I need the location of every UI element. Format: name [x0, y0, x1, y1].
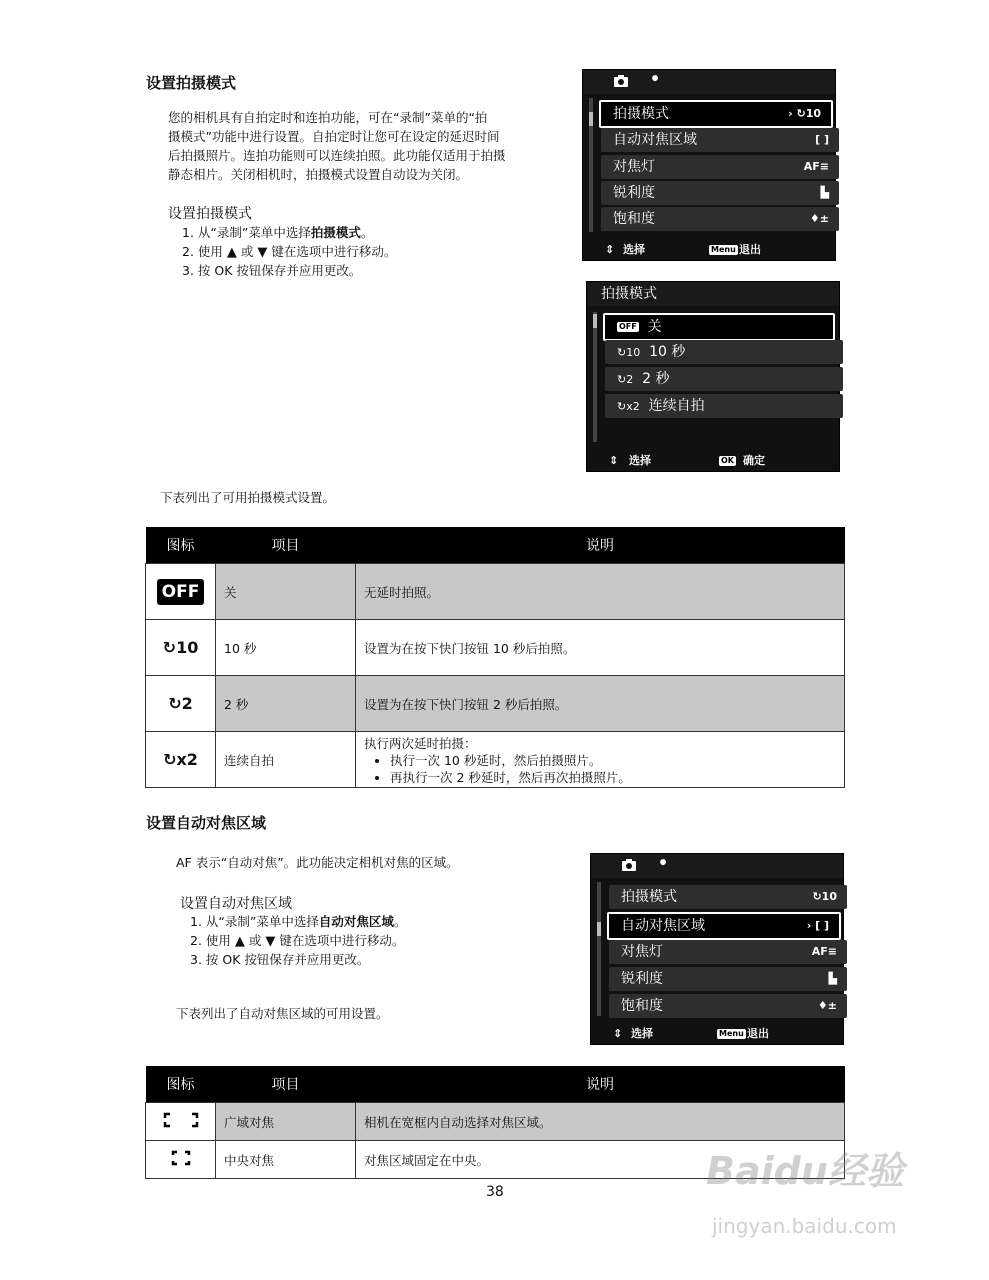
wide-af-icon: [163, 1112, 199, 1128]
scrollbar[interactable]: [589, 98, 593, 232]
menu-top-bar: [583, 70, 835, 94]
step-3: 3. 按 OK 按钮保存并应用更改。: [182, 263, 362, 278]
step-2: [182, 242, 396, 262]
menu-item-af-area[interactable]: [601, 128, 839, 152]
camera-menu-screen-af: [590, 853, 844, 1045]
section-title-shooting-mode: 设置拍摄模式: [146, 74, 237, 92]
step-text: 或: [240, 244, 254, 259]
menu-item-af-lamp[interactable]: [601, 155, 839, 179]
off-icon: OFF: [619, 322, 637, 331]
updown-icon: ⇕: [613, 1027, 623, 1040]
af-area-icon: › [ ]: [806, 919, 829, 932]
camera-icon: [621, 858, 637, 872]
table-row: [146, 1103, 845, 1141]
step-text: 。: [360, 225, 374, 240]
af-area-icon: [ ]: [815, 133, 829, 146]
submenu-title: 拍摄模式: [587, 282, 839, 306]
menu-button-icon: Menu: [719, 1029, 744, 1038]
icon-cell: [146, 1141, 216, 1179]
intro-line: 您的相机具有自拍定时和连拍功能，可在“录制”菜单的“拍: [168, 110, 488, 125]
step-text: 或: [248, 933, 262, 948]
menu-label: 拍摄模式: [613, 106, 669, 122]
updown-icon: ⇕: [605, 243, 615, 256]
table-row: [146, 732, 845, 788]
col-header-desc: 说明: [356, 527, 845, 564]
scrollbar[interactable]: [597, 882, 601, 1016]
icon-digits: x2: [176, 750, 198, 769]
menu-footer: [591, 1024, 843, 1044]
step-text: 1. 从“录制”菜单中选择: [182, 225, 311, 240]
table-row: [146, 676, 845, 732]
item-cell: 关: [216, 564, 356, 620]
step-bold: 拍摄模式: [310, 225, 361, 240]
menu-label: 锐利度: [613, 185, 655, 201]
item-cell: 广域对焦: [216, 1103, 356, 1141]
table1-intro: 下表列出了可用拍摄模式设置。: [160, 490, 336, 505]
desc-cell: 设置为在按下快门按钮 10 秒后拍照。: [356, 620, 845, 676]
menu-label: 饱和度: [613, 211, 655, 227]
footer-select: 选择: [623, 243, 645, 256]
icon-cell: [146, 620, 216, 676]
shooting-mode-submenu-screen: [586, 281, 840, 472]
self-timer-10-icon: ↻10: [162, 638, 199, 657]
icon-cell: [146, 732, 216, 788]
option-label: 连续自拍: [648, 398, 705, 414]
menu-item-saturation[interactable]: [609, 994, 847, 1018]
icon-digits: 2: [181, 694, 193, 713]
menu-top-bar: [591, 854, 843, 878]
af-lamp-icon: AF≡: [803, 160, 829, 173]
shooting-mode-table: [145, 527, 845, 788]
submenu-footer: [587, 451, 839, 471]
af-lamp-icon: AF≡: [811, 945, 837, 958]
option-label: 关: [647, 319, 662, 335]
desc-cell: [356, 732, 845, 788]
item-cell: 连续自拍: [216, 732, 356, 788]
steps-title: 设置自动对焦区域: [180, 896, 292, 912]
ok-button-icon: OK: [721, 456, 734, 465]
table2-intro: 下表列出了自动对焦区域的可用设置。: [176, 1006, 389, 1021]
menu-footer: [583, 240, 835, 260]
menu-item-sharpness[interactable]: [601, 181, 839, 205]
menu-item-af-lamp[interactable]: [609, 940, 847, 964]
footer-select: 选择: [629, 454, 651, 467]
camera-menu-screen: [582, 69, 836, 261]
baidu-watermark-logo: Baidu经验: [706, 1149, 904, 1193]
item-cell: 中央对焦: [216, 1141, 356, 1179]
col-header-item: 项目: [216, 1066, 356, 1103]
option-label: 2 秒: [642, 371, 670, 387]
scrollbar[interactable]: [593, 312, 597, 442]
intro-line: 后拍摄照片。连拍功能则可以连续拍照。此功能仅适用于拍摄: [168, 148, 506, 163]
col-header-item: 项目: [216, 527, 356, 564]
desc-cell: 相机在宽框内自动选择对焦区域。: [356, 1103, 845, 1141]
table-row: [146, 564, 845, 620]
step-text: 2. 使用: [190, 933, 231, 948]
menu-label: 拍摄模式: [621, 889, 677, 905]
list-item: • 再执行一次 2 秒延时，然后再次拍摄照片。: [390, 769, 836, 786]
self-timer-2-icon: ↻2: [617, 373, 634, 386]
menu-item-saturation[interactable]: [601, 207, 839, 231]
camera-icon: [613, 74, 629, 88]
col-header-desc: 说明: [356, 1066, 845, 1103]
step-bold: 自动对焦区域: [318, 914, 394, 929]
desc-text: 执行两次延时拍摄：: [364, 735, 477, 751]
list-item: • 执行一次 10 秒延时，然后拍摄照片。: [390, 752, 836, 769]
col-header-icon: 图标: [146, 527, 216, 564]
self-timer-2-icon: ↻2: [168, 694, 193, 713]
step-text: 2. 使用: [182, 244, 223, 259]
steps-title: 设置拍摄模式: [168, 206, 252, 222]
menu-label: 饱和度: [621, 998, 663, 1014]
intro-line: 摄模式”功能中进行设置。自拍定时让您可在设定的延迟时间: [168, 129, 500, 144]
step-text: 键在选项中进行移动。: [279, 933, 405, 948]
menu-label: 对焦灯: [613, 159, 655, 175]
wrench-icon: [647, 74, 663, 88]
footer-select: 选择: [631, 1027, 653, 1040]
option-label: 10 秒: [649, 344, 686, 360]
up-arrow-icon: ▲: [226, 245, 237, 260]
option-continuous[interactable]: [605, 394, 843, 418]
down-arrow-icon: ▼: [257, 245, 268, 260]
self-timer-icon: › ↻10: [788, 107, 821, 120]
icon-cell: [146, 676, 216, 732]
bullet-list: [364, 752, 836, 786]
step-1: [182, 223, 373, 242]
step-text: 。: [393, 914, 407, 929]
option-off[interactable]: [603, 313, 835, 341]
item-cell: 2 秒: [216, 676, 356, 732]
menu-item-sharpness[interactable]: [609, 967, 847, 991]
footer-exit: 退出: [747, 1027, 769, 1040]
af-intro: AF 表示“自动对焦”。此功能决定相机对焦的区域。: [176, 855, 459, 870]
menu-item-af-area[interactable]: [607, 912, 841, 940]
off-icon: OFF: [157, 579, 205, 605]
section-title-af-area: 设置自动对焦区域: [146, 814, 267, 832]
footer-exit: 退出: [739, 243, 761, 256]
desc-cell: 对焦区域固定在中央。: [356, 1141, 845, 1179]
icon-cell: [146, 1103, 216, 1141]
menu-label: 锐利度: [621, 971, 663, 987]
self-timer-x2-icon: ↻x2: [163, 750, 198, 769]
menu-label: 自动对焦区域: [621, 918, 705, 934]
sharpness-icon: ▙: [820, 186, 829, 199]
wrench-icon: [655, 858, 671, 872]
step-text: 1. 从“录制”菜单中选择: [190, 914, 319, 929]
desc-cell: 无延时拍照。: [356, 564, 845, 620]
page-number: 38: [486, 1184, 504, 1200]
option-10s[interactable]: [605, 340, 843, 364]
saturation-icon: ♦±: [809, 212, 829, 225]
step-text: 键在选项中进行移动。: [271, 244, 397, 259]
self-timer-icon: ↻10: [812, 890, 837, 903]
menu-label: 自动对焦区域: [613, 132, 697, 148]
baidu-watermark-url: jingyan.baidu.com: [712, 1214, 897, 1238]
center-af-icon: [171, 1150, 191, 1166]
self-timer-x2-icon: ↻x2: [617, 400, 640, 413]
menu-item-shooting-mode[interactable]: [599, 100, 833, 128]
menu-button-icon: Menu: [711, 245, 736, 254]
icon-digits: 10: [176, 638, 199, 657]
footer-confirm: 确定: [743, 454, 765, 467]
table-row: [146, 620, 845, 676]
self-timer-10-icon: ↻10: [617, 346, 641, 359]
sharpness-icon: ▙: [828, 972, 837, 985]
step-3: 3. 按 OK 按钮保存并应用更改。: [190, 952, 370, 967]
shooting-mode-intro: [168, 108, 568, 184]
col-header-icon: 图标: [146, 1066, 216, 1103]
step-2: [190, 931, 404, 951]
saturation-icon: ♦±: [817, 999, 837, 1012]
updown-icon: ⇕: [609, 454, 619, 467]
option-2s[interactable]: [605, 367, 843, 391]
desc-cell: 设置为在按下快门按钮 2 秒后拍照。: [356, 676, 845, 732]
menu-label: 对焦灯: [621, 944, 663, 960]
item-cell: 10 秒: [216, 620, 356, 676]
menu-item-shooting-mode[interactable]: [609, 885, 847, 909]
icon-cell: [146, 564, 216, 620]
down-arrow-icon: ▼: [265, 934, 276, 949]
intro-line: 静态相片。关闭相机时，拍摄模式设置自动设为关闭。: [168, 167, 469, 182]
up-arrow-icon: ▲: [234, 934, 245, 949]
step-1: [190, 912, 406, 931]
